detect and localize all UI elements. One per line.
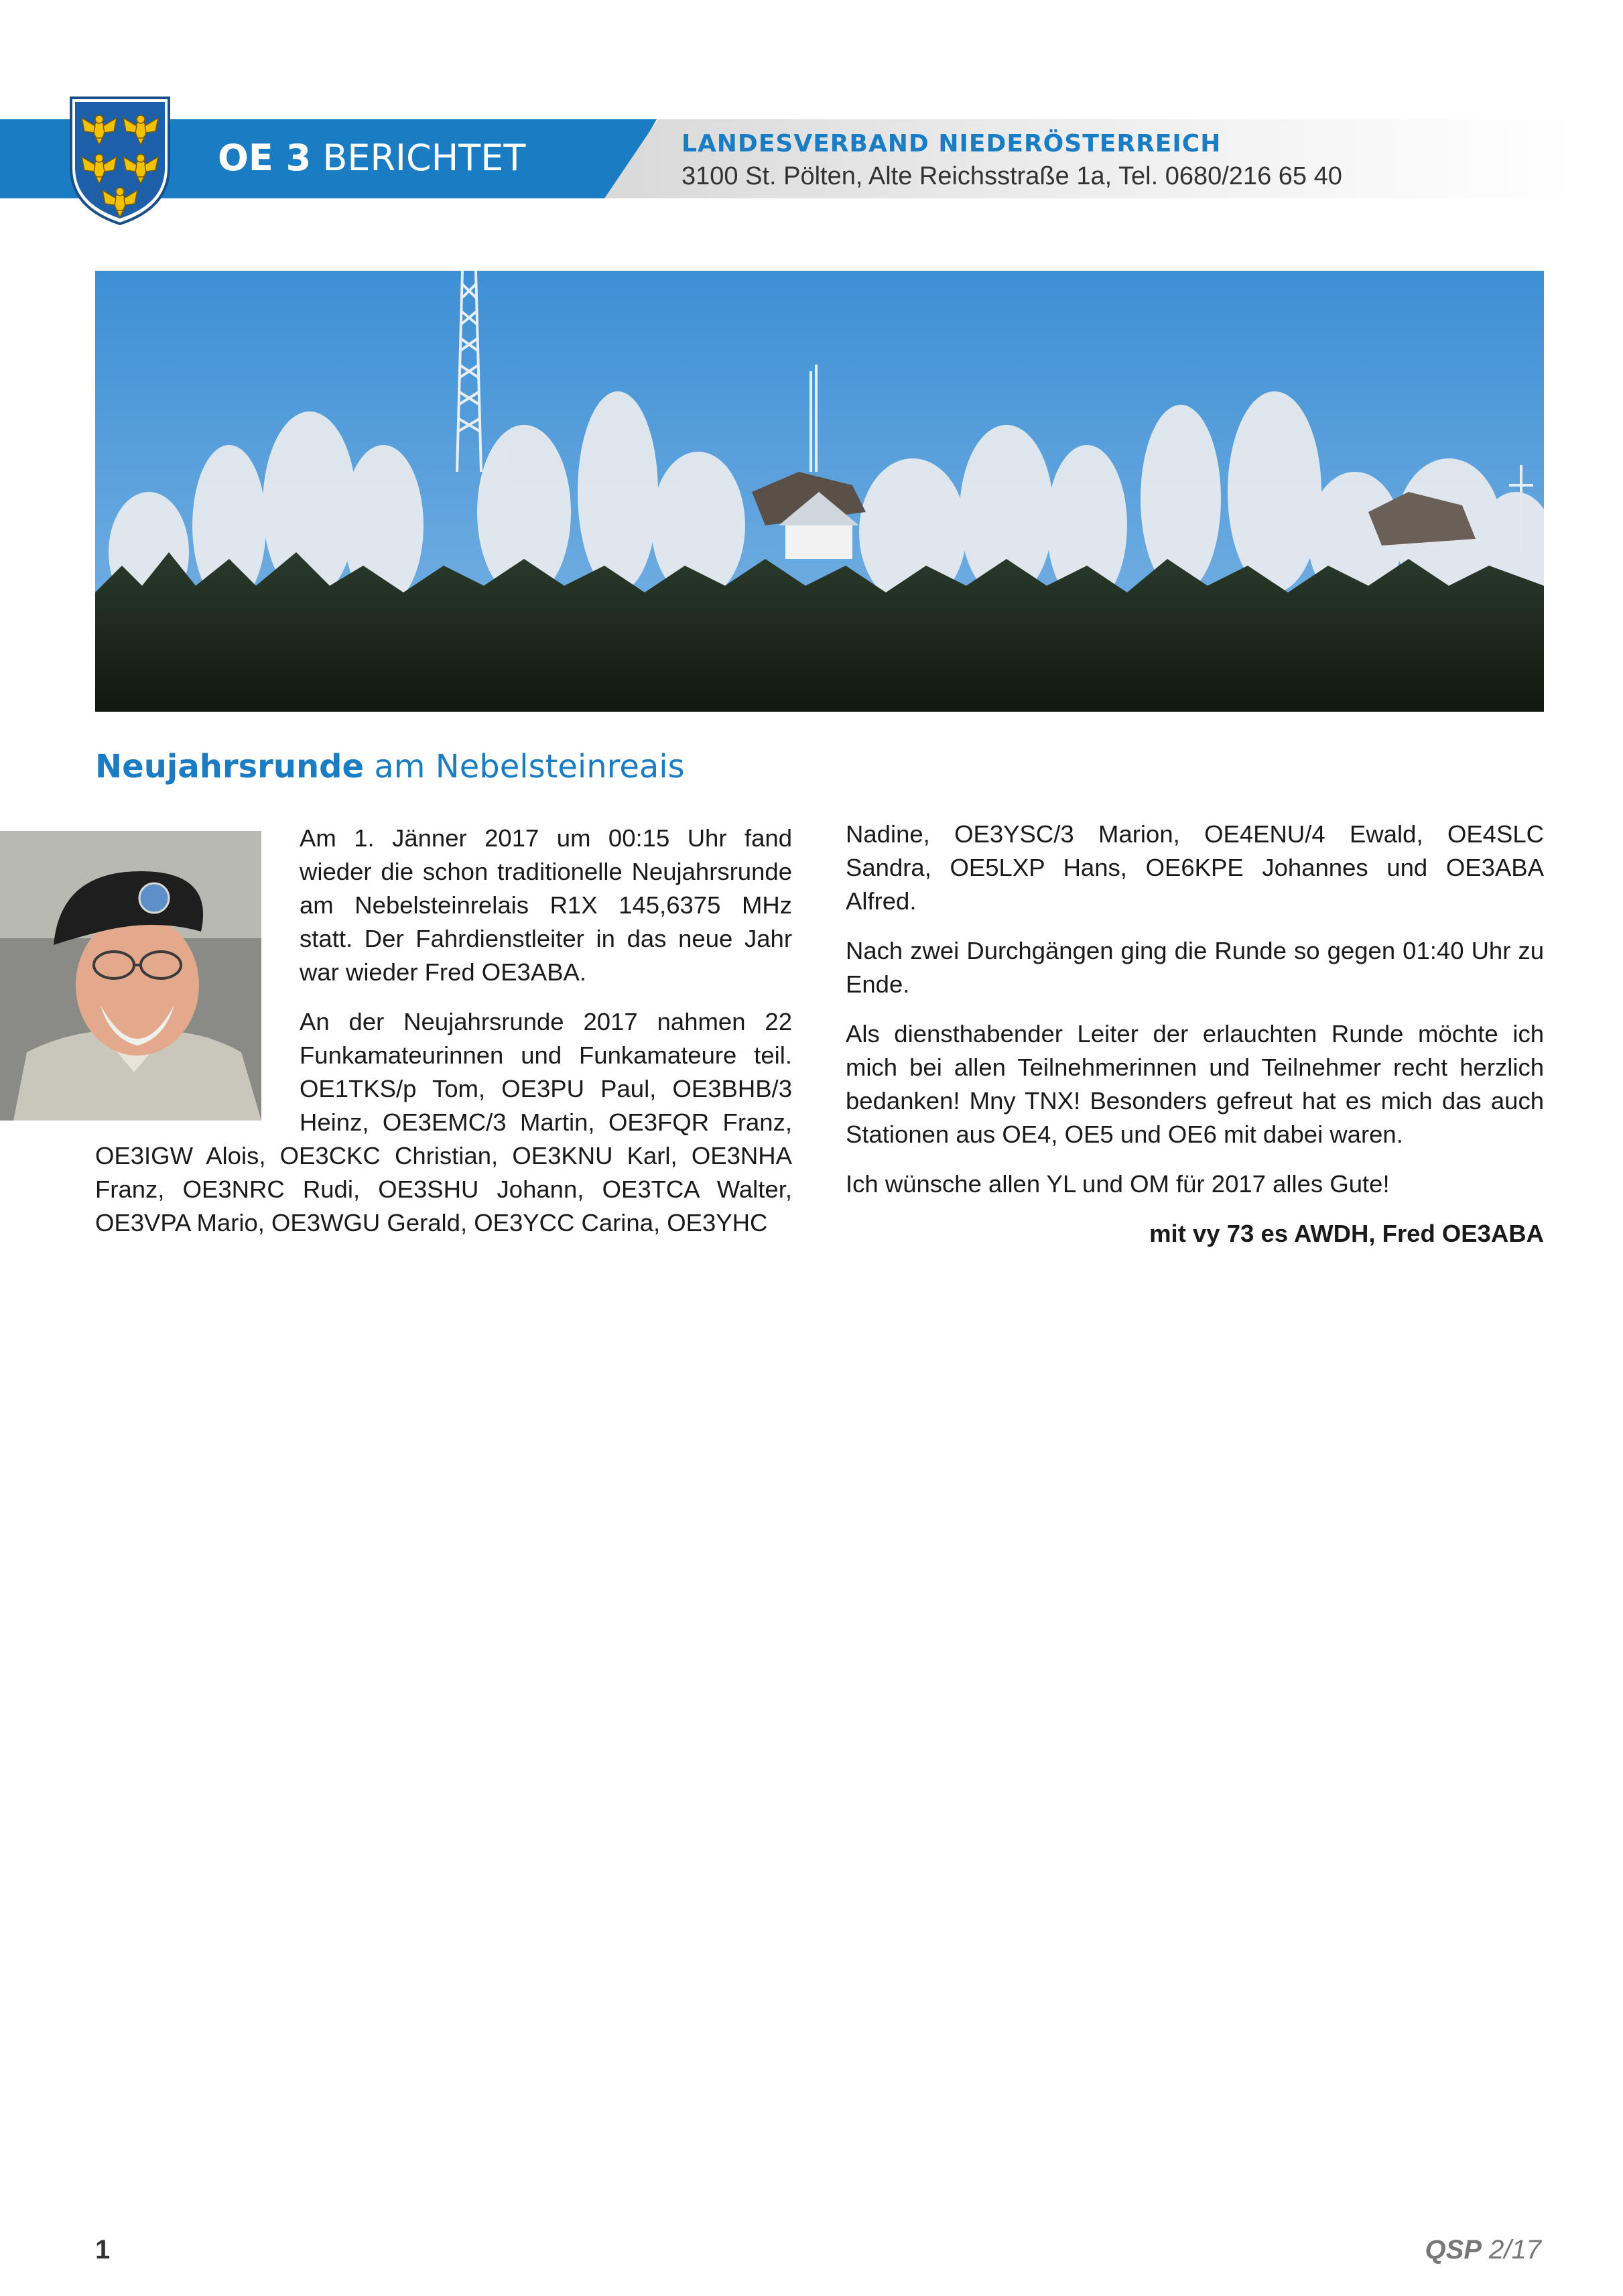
page-number: 1 [95, 2235, 111, 2265]
paragraph: Nadine, OE3YSC/3 Marion, OE4ENU/4 Ewald, OE4SLC Sandra, OE5LXP Hans, OE6KPE Johannes und OE3ABA Alfred. [846, 820, 1544, 915]
paragraph: Am 1. Jänner 2017 um 00:15 Uhr fand wieder die schon traditionelle Neujahrsrunde am Nebelsteinrelais R1X 145,6375 MHz statt. Der Fahrdienstleiter in das neue Jahr war wieder Fred OE3ABA. [300, 824, 792, 986]
paragraph: Als diensthabender Leiter der erlauchten Runde möchte ich mich bei allen Teilnehmerinnen und Teilnehmer recht herzlich bedanken! Mny TNX! Besonders gefreut hat es mich das auch Stationen aus OE4, OE5 und OE6 mit dabei waren. [846, 1020, 1544, 1148]
portrait-spacer [95, 822, 300, 1130]
paragraph: Ich wünsche allen YL und OM für 2017 alles Gute! [846, 1170, 1390, 1198]
magazine-issue: QSP 2/17 [1425, 2235, 1541, 2265]
article-column-right [846, 818, 1544, 1267]
coat-of-arms-logo [67, 94, 173, 227]
org-name: LANDESVERBAND NIEDERÖSTERREICH [681, 130, 1222, 157]
hero-photo [95, 271, 1544, 712]
article-column-left [95, 822, 792, 1256]
signature: mit vy 73 es AWDH, Fred OE3ABA [1149, 1220, 1544, 1247]
org-address: 3100 St. Pölten, Alte Reichsstraße 1a, Tel. 0680/216 65 40 [681, 162, 1342, 190]
paragraph: An der Neujahrsrunde 2017 nahmen 22 Funkamateurinnen und Funkamateure teil. OE1TKS/p Tom, OE3PU Paul, OE3BHB/3 Heinz, OE3EMC/3 Martin, OE3FQR Franz, OE3IGW Alois, OE3CKC Christian, OE3KNU Karl, OE3NHA Franz, OE3NRC Rudi, OE3SHU Johann, OE3TCA Walter, OE3VPA Mario, OE3WGU Gerald, OE3YCC Carina, OE3YHC [95, 1008, 792, 1236]
section-title: OE 3 BERICHTET [218, 137, 526, 179]
article-headline: Neujahrsrunde am Nebelsteinreais [95, 748, 685, 785]
paragraph: Nach zwei Durchgängen ging die Runde so gegen 01:40 Uhr zu Ende. [846, 937, 1544, 998]
